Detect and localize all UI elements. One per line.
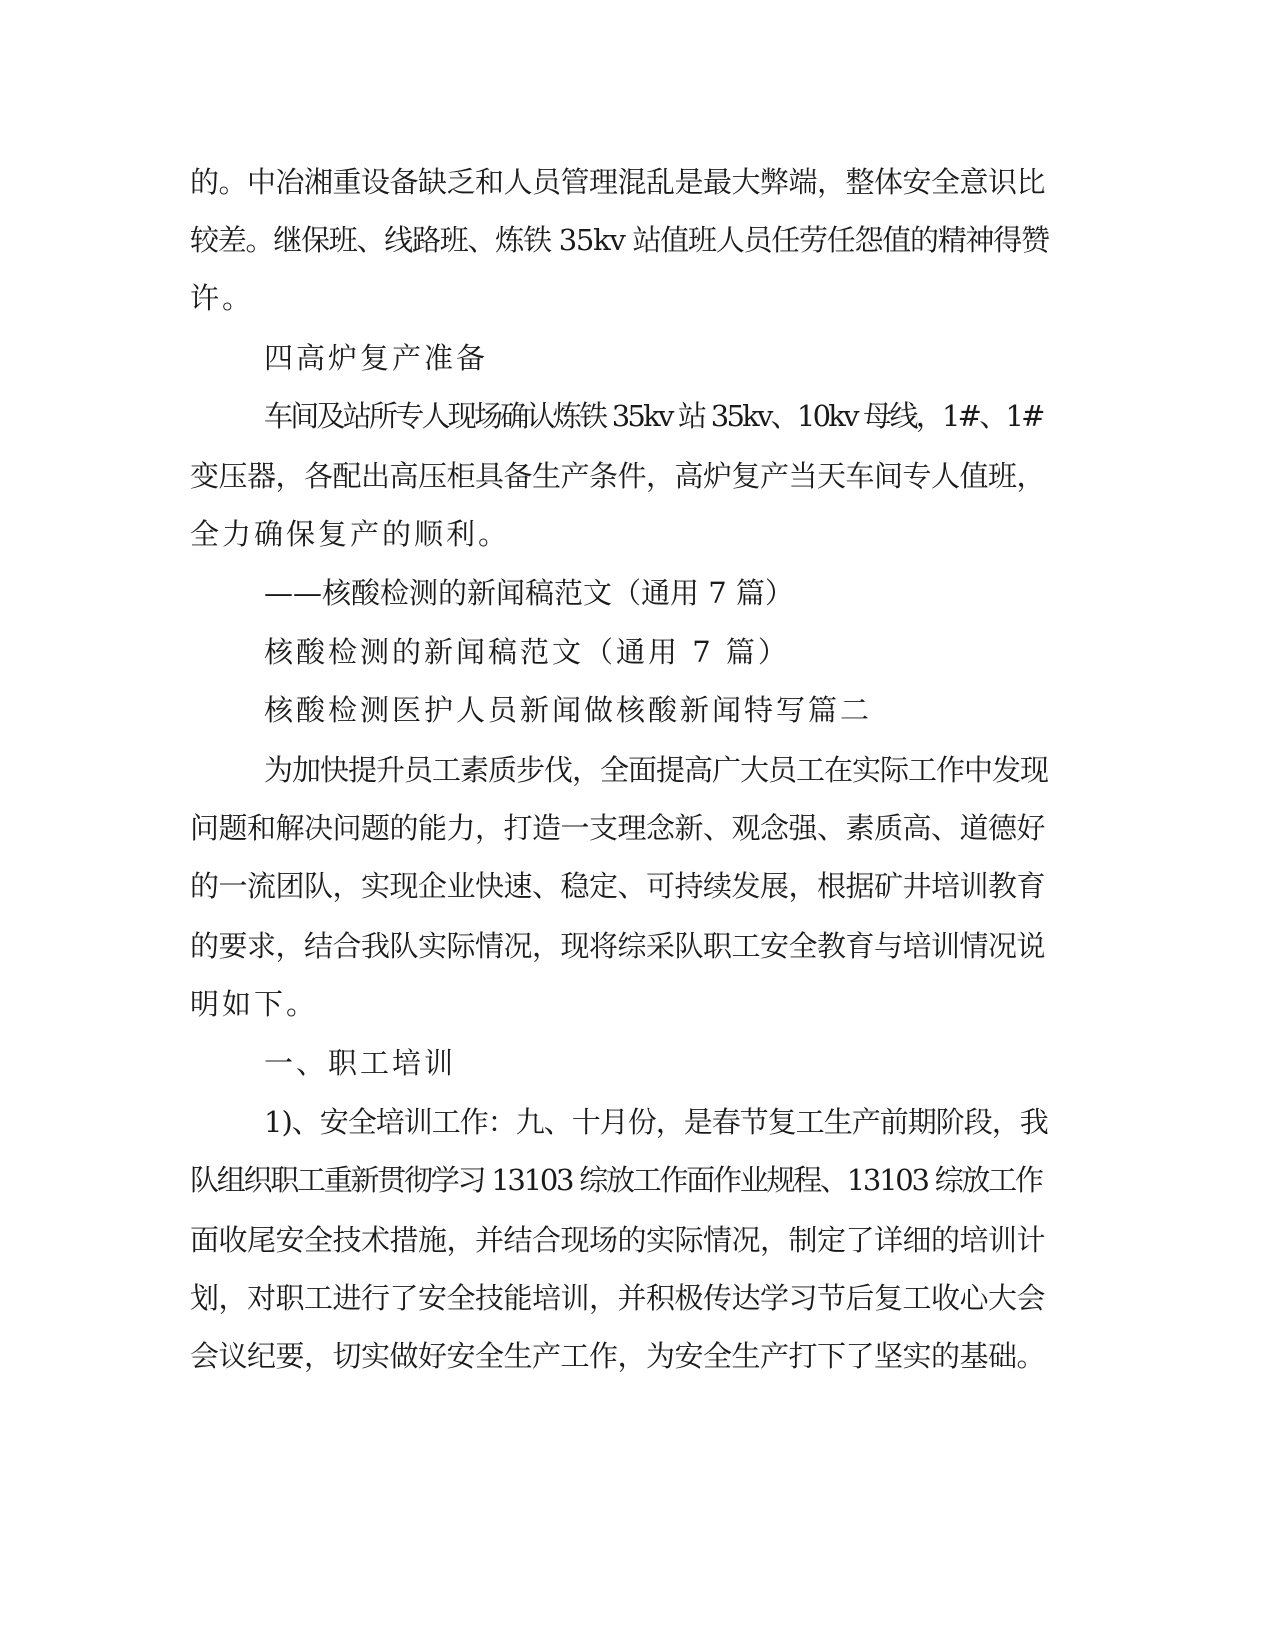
text-line: 面收尾安全技术措施，并结合现场的实际情况，制定了详细的培训计: [190, 1223, 1046, 1257]
title-line: 核酸检测的新闻稿范文（通用 7 篇）: [264, 635, 790, 669]
text-line: 全力确保复产的顺利。: [190, 517, 511, 551]
text-line: 变压器，各配出高压柜具备生产条件，高炉复产当天车间专人值班，: [190, 459, 1046, 493]
text-line: 的一流团队，实现企业快速、稳定、可持续发展，根据矿井培训教育: [190, 869, 1046, 903]
section-heading: 四高炉复产准备: [264, 341, 489, 375]
text-line: 划，对职工进行了安全技能培训，并积极传达学习节后复工收心大会: [190, 1281, 1046, 1315]
text-line: 较差。继保班、线路班、炼铁 35kv 站值班人员任劳任怨值的精神得赞: [190, 223, 1049, 257]
title-line: 核酸检测医护人员新闻做核酸新闻特写篇二: [264, 693, 873, 727]
text-line: 队组织职工重新贯彻学习 13103 综放工作面作业规程、13103 综放工作: [190, 1163, 1042, 1197]
text-line: 为加快提升员工素质步伐，全面提高广大员工在实际工作中发现: [264, 753, 1049, 787]
text-line: 许。: [190, 281, 255, 315]
text-line: 的。中冶湘重设备缺乏和人员管理混乱是最大弊端，整体安全意识比: [190, 165, 1046, 199]
text-line: 车间及站所专人现场确认炼铁 35kv 站 35kv、10kv 母线，1#、1#: [264, 399, 1043, 433]
text-line: 1)、安全培训工作：九、十月份，是春节复工生产前期阶段，我: [264, 1105, 1048, 1139]
subtitle-line: ——核酸检测的新闻稿范文（通用 7 篇）: [264, 576, 794, 610]
text-line: 的要求，结合我队实际情况，现将综采队职工安全教育与培训情况说: [190, 929, 1046, 963]
text-line: 明如下。: [190, 987, 319, 1021]
text-line: 会议纪要，切实做好安全生产工作，为安全生产打下了坚实的基础。: [190, 1339, 1046, 1373]
section-heading: 一、职工培训: [264, 1046, 457, 1080]
text-line: 问题和解决问题的能力，打造一支理念新、观念强、素质高、道德好: [190, 811, 1046, 845]
